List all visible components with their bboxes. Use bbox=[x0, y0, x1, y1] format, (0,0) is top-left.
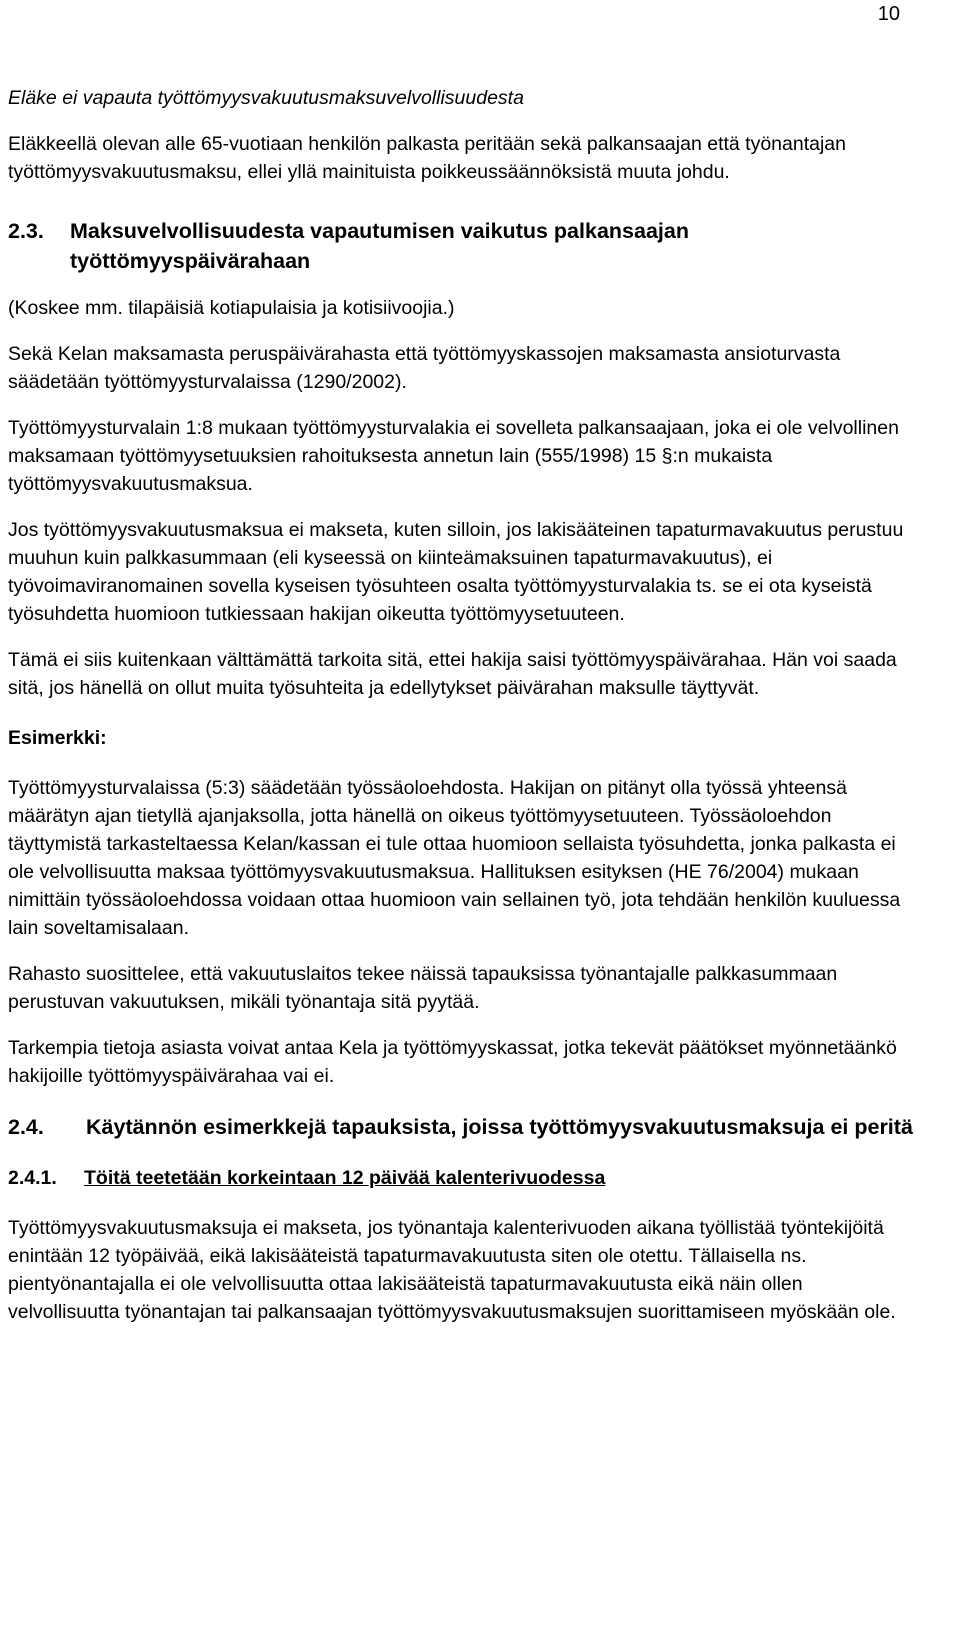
subsection-heading-2-4-1 bbox=[8, 1164, 916, 1192]
paragraph-jos: Jos työttömyysvakuutusmaksua ei makseta, kuten silloin, jos lakisääteinen tapaturmavakuutus perustuu muuhun kuin palkkasummaan (eli kyseessä on kiinteämaksuinen tapaturmavakuutus), ei työvoimaviranomainen sovella kyseisen työsuhteen osalta työttömyysturvalakia ts. se ei ota kyseistä työsuhdetta huomioon tutkiessaan hakijan oikeutta työttömyysetuuteen. bbox=[8, 519, 904, 625]
document-body bbox=[8, 84, 916, 1326]
section-heading-2-4 bbox=[8, 1112, 916, 1142]
italic-heading: Eläke ei vapauta työttömyysvakuutusmaksuvelvollisuudesta bbox=[8, 87, 524, 109]
subsection-title: Töitä teetetään korkeintaan 12 päivää kalenterivuodessa bbox=[84, 1167, 606, 1189]
paragraph-final: Työttömyysvakuutusmaksuja ei makseta, jos työnantaja kalenterivuoden aikana työllistää työntekijöitä enintään 12 työpäivää, eikä lakisääteistä tapaturmavakuutusta siten ole otettu. Tällaisella ns. pientyönantajalla ei ole velvollisuutta ottaa lakisääteistä tapaturmavakuutusta eikä näin ollen velvollisuutta työnantajan tai palkansaajan työttömyysvakuutusmaksujen suorittamiseen myöskään ole. bbox=[8, 1217, 896, 1323]
paragraph-rahasto: Rahasto suosittelee, että vakuutuslaitos tekee näissä tapauksissa työnantajalle palkkasummaan perustuvan vakuutuksen, mikäli työnantaja sitä pyytää. bbox=[8, 963, 838, 1013]
paragraph-example: Työttömyysturvalaissa (5:3) säädetään työssäoloehdosta. Hakijan on pitänyt olla työssä yhteensä määrätyn ajan tietyllä ajanjaksolla, jotta hänellä on oikeus työttömyysetuuteen. Työssäoloehdon täyttymistä tarkasteltaessa Kelan/kassan ei tule ottaa huomioon sellaista työsuhdetta, jonka palkasta ei ole velvollisuutta maksaa työttömyysvakuutusmaksua. Hallituksen esityksen (HE 76/2004) mukaan nimittäin työssäoloehdossa voidaan ottaa huomioon vain sellainen työ, jota tehdään henkilön kuuluessa lain soveltamisalaan. bbox=[8, 777, 901, 939]
paragraph-tarkempia: Tarkempia tietoja asiasta voivat antaa Kela ja työttömyyskassat, jotka tekevät päätökset myönnetäänkö hakijoille työttömyyspäivärahaa vai ei. bbox=[8, 1037, 897, 1087]
subsection-number: 2.4.1. bbox=[8, 1167, 57, 1189]
section-number: 2.3. bbox=[8, 219, 44, 243]
section-title: Käytännön esimerkkejä tapauksista, joissa työttömyysvakuutusmaksuja ei peritä bbox=[86, 1115, 913, 1139]
paragraph-kelan: Sekä Kelan maksamasta peruspäivärahasta että työttömyyskassojen maksamasta ansioturvasta säädetään työttömyysturvalaissa (1290/2002). bbox=[8, 343, 841, 393]
section-title: Maksuvelvollisuudesta vapautumisen vaikutus palkansaajan työttömyyspäivärahaan bbox=[70, 219, 689, 273]
section-heading-2-3 bbox=[8, 216, 916, 276]
paragraph-koskee: (Koskee mm. tilapäisiä kotiapulaisia ja kotisiivoojia.) bbox=[8, 297, 455, 319]
paragraph-tama: Tämä ei siis kuitenkaan välttämättä tarkoita sitä, ettei hakija saisi työttömyyspäivärahaa. Hän voi saada sitä, jos hänellä on ollut muita työsuhteita ja edellytykset päivärahan maksulle täyttyvät. bbox=[8, 649, 897, 699]
paragraph-laki: Työttömyysturvalain 1:8 mukaan työttömyysturvalakia ei sovelleta palkansaajaan, joka ei ole velvollinen maksamaan työttömyysetuuksien rahoituksesta annetun lain (555/1998) 15 §:n mukaista työttömyysvakuutusmaksua. bbox=[8, 417, 899, 495]
example-label: Esimerkki: bbox=[8, 727, 107, 749]
section-number: 2.4. bbox=[8, 1115, 44, 1139]
page-number: 10 bbox=[877, 3, 900, 25]
paragraph-pension: Eläkkeellä olevan alle 65-vuotiaan henkilön palkasta peritään sekä palkansaajan että työnantajan työttömyysvakuutusmaksu, ellei yllä mainituista poikkeussäännöksistä muuta johdu. bbox=[8, 133, 846, 183]
